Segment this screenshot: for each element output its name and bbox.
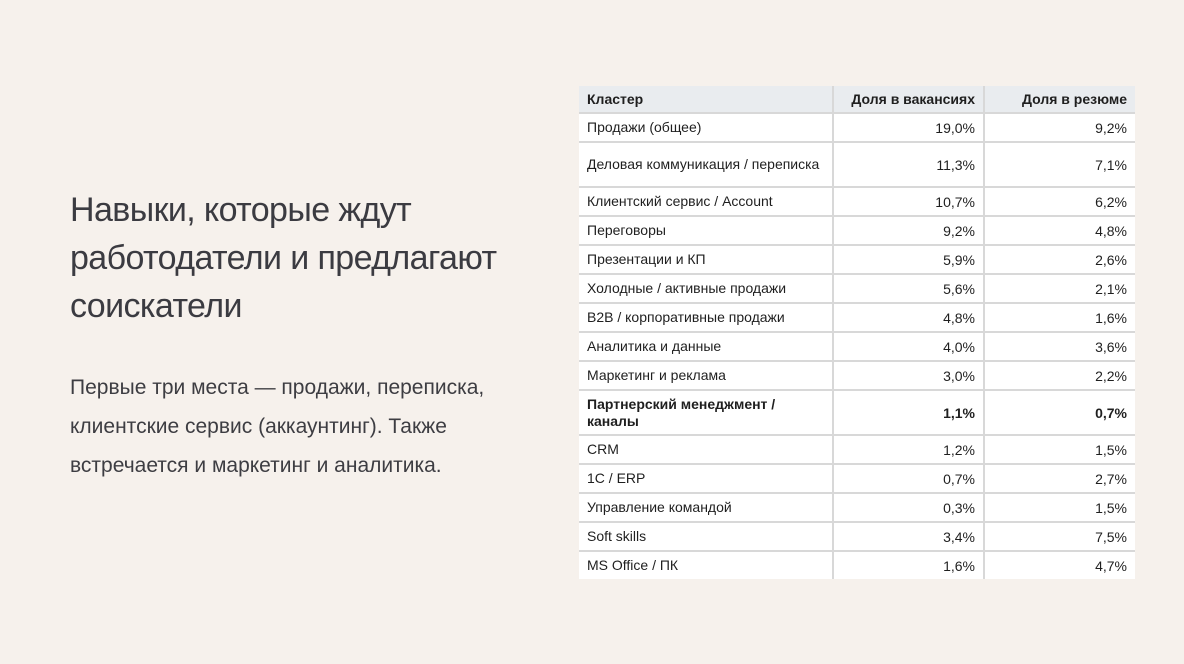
cluster-cell: Партнерский менеджмент / каналы — [579, 390, 833, 435]
resumes-share-cell: 0,7% — [984, 390, 1135, 435]
vacancies-share-cell: 1,6% — [833, 551, 984, 579]
resumes-share-cell: 2,7% — [984, 464, 1135, 493]
resumes-share-cell: 1,5% — [984, 435, 1135, 464]
column-header-cluster: Кластер — [579, 86, 833, 113]
resumes-share-cell: 9,2% — [984, 113, 1135, 142]
table-row — [579, 522, 1135, 551]
table-row — [579, 551, 1135, 579]
vacancies-share-cell: 3,4% — [833, 522, 984, 551]
table-row — [579, 187, 1135, 216]
vacancies-share-cell: 9,2% — [833, 216, 984, 245]
cluster-cell: MS Office / ПК — [579, 551, 833, 579]
table-row — [579, 464, 1135, 493]
slide-title: Навыки, которые ждут работодатели и предлагают соискатели — [70, 191, 497, 325]
resumes-share-cell: 3,6% — [984, 332, 1135, 361]
vacancies-share-cell: 10,7% — [833, 187, 984, 216]
resumes-share-cell: 1,5% — [984, 493, 1135, 522]
column-header-resumes: Доля в резюме — [984, 86, 1135, 113]
table-row — [579, 274, 1135, 303]
resumes-share-cell: 2,6% — [984, 245, 1135, 274]
table-row — [579, 332, 1135, 361]
column-header-vacancies: Доля в вакансиях — [833, 86, 984, 113]
resumes-share-cell: 2,1% — [984, 274, 1135, 303]
vacancies-share-cell: 19,0% — [833, 113, 984, 142]
vacancies-share-cell: 11,3% — [833, 142, 984, 187]
vacancies-share-cell: 3,0% — [833, 361, 984, 390]
table-row — [579, 142, 1135, 187]
vacancies-share-cell: 0,7% — [833, 464, 984, 493]
resumes-share-cell: 4,8% — [984, 216, 1135, 245]
slide-body-text: Первые три места — продажи, переписка, клиентские сервис (аккаунтинг). Также встречается и маркетинг и аналитика. — [70, 376, 485, 477]
table-row-highlighted — [579, 390, 1135, 435]
cluster-cell: Деловая коммуникация / переписка — [579, 142, 833, 187]
cluster-cell: Переговоры — [579, 216, 833, 245]
table-row — [579, 361, 1135, 390]
resumes-share-cell: 7,5% — [984, 522, 1135, 551]
table-header-row — [579, 86, 1135, 113]
resumes-share-cell: 7,1% — [984, 142, 1135, 187]
cluster-cell: Продажи (общее) — [579, 113, 833, 142]
vacancies-share-cell: 5,9% — [833, 245, 984, 274]
vacancies-share-cell: 5,6% — [833, 274, 984, 303]
cluster-cell: Soft skills — [579, 522, 833, 551]
vacancies-share-cell: 1,1% — [833, 390, 984, 435]
vacancies-share-cell: 1,2% — [833, 435, 984, 464]
cluster-cell: CRM — [579, 435, 833, 464]
table-row — [579, 216, 1135, 245]
vacancies-share-cell: 0,3% — [833, 493, 984, 522]
skills-table-container — [579, 86, 1135, 579]
table-row — [579, 303, 1135, 332]
cluster-cell: Клиентский сервис / Account — [579, 187, 833, 216]
table-row — [579, 113, 1135, 142]
resumes-share-cell: 6,2% — [984, 187, 1135, 216]
cluster-cell: Презентации и КП — [579, 245, 833, 274]
table-row — [579, 435, 1135, 464]
skills-table — [579, 86, 1135, 579]
cluster-cell: Холодные / активные продажи — [579, 274, 833, 303]
vacancies-share-cell: 4,8% — [833, 303, 984, 332]
cluster-cell: 1C / ERP — [579, 464, 833, 493]
resumes-share-cell: 1,6% — [984, 303, 1135, 332]
resumes-share-cell: 4,7% — [1095, 557, 1127, 574]
cluster-cell: B2B / корпоративные продажи — [579, 303, 833, 332]
vacancies-share-cell: 4,0% — [833, 332, 984, 361]
cluster-cell: Управление командой — [579, 493, 833, 522]
table-row — [579, 493, 1135, 522]
cluster-cell: Аналитика и данные — [579, 332, 833, 361]
cluster-cell: Маркетинг и реклама — [579, 361, 833, 390]
table-row — [579, 245, 1135, 274]
resumes-share-cell: 2,2% — [984, 361, 1135, 390]
